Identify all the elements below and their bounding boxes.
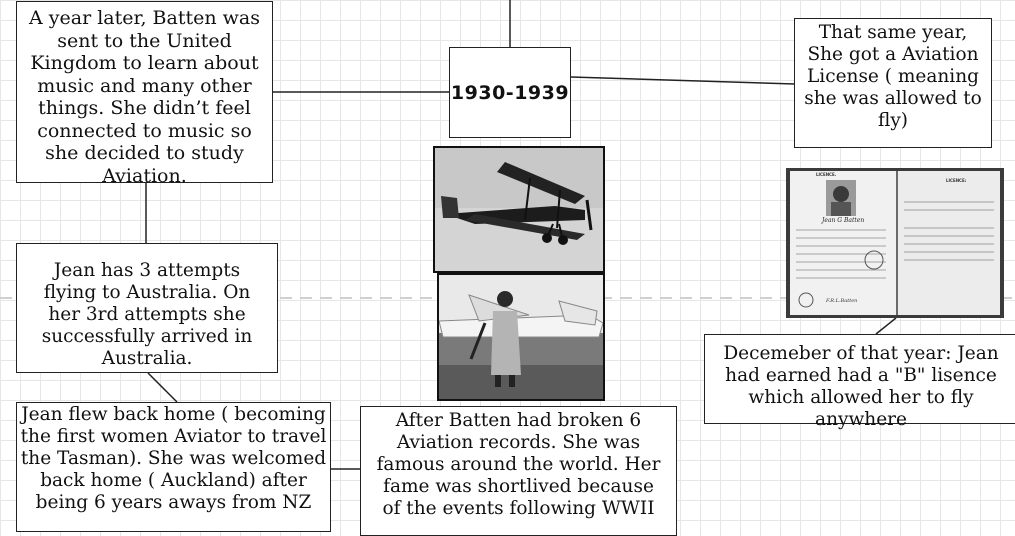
license-signature: F.R.L.Batten — [826, 298, 858, 304]
records-box: After Batten had broken 6 Aviation records. She was famous around the world. Her fame was shortlived because of the events following WWII — [360, 406, 677, 536]
home-box: Jean flew back home ( becoming the first women Aviator to travel the Tasman). She was welcomed back home ( Auckland) after being 6 years aways from NZ — [16, 402, 331, 532]
license-heading-left: LICENCE. — [816, 172, 837, 177]
aviator-photo — [437, 273, 605, 401]
connector-attempts-home — [148, 373, 177, 402]
biplane-photo — [433, 146, 605, 273]
year-range-label: 1930-1939 — [450, 81, 570, 104]
biplane-illustration — [435, 148, 603, 271]
connector-right — [571, 77, 795, 84]
december-box: Decemeber of that year: Jean had earned had a "B" lisence which allowed her to fly anywhere — [704, 334, 1015, 424]
aviator-illustration — [439, 275, 603, 399]
connector-license-december — [876, 318, 896, 334]
license-box: That same year, She got a Aviation License ( meaning she was allowed to fly) — [794, 18, 992, 148]
license-document — [786, 168, 1004, 318]
attempts-box: Jean has 3 attempts flying to Australia. On her 3rd attempts she successfully arrived in Australia. — [16, 243, 278, 373]
license-document-illustration — [786, 168, 1004, 318]
year-range-box — [449, 47, 571, 138]
uk-box: A year later, Batten was sent to the United Kingdom to learn about music and many other things. She didn’t feel connected to music so she decided to study Aviation. — [16, 1, 273, 183]
license-holder-name: Jean G Batten — [822, 217, 865, 224]
license-heading-right: LICENCE: — [946, 178, 967, 183]
